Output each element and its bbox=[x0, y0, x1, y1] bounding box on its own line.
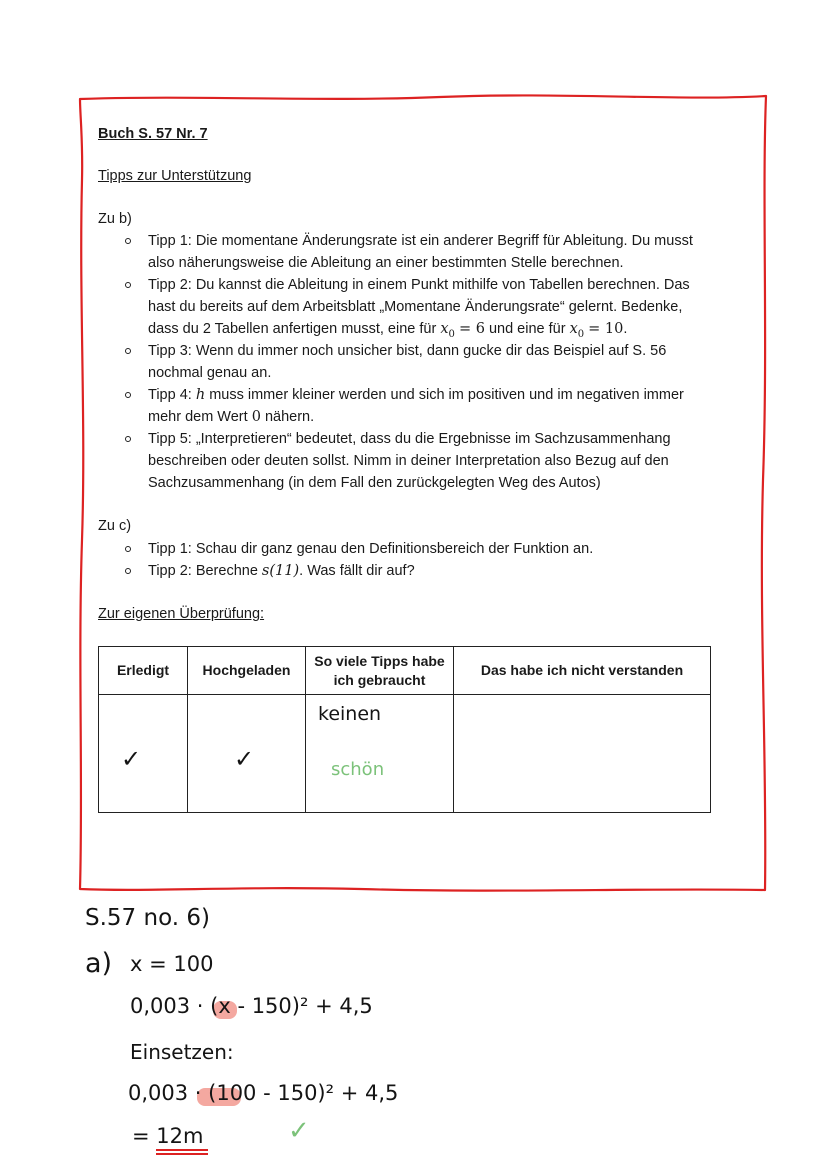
table-header-row bbox=[99, 647, 711, 695]
self-check-label: Zur eigenen Überprüfung: bbox=[98, 606, 265, 622]
tip-c2-line1 bbox=[148, 561, 415, 581]
tip-b5-line2: beschreiben oder deuten sollst. Nimm in deiner Interpretation also Bezug auf den bbox=[148, 453, 669, 469]
tip-b2-line3-mid: und eine für bbox=[484, 321, 570, 337]
tip-b1-line2: also näherungsweise die Ableitung an einer bestimmten Stelle berechnen. bbox=[148, 255, 624, 271]
cell-hochgeladen bbox=[188, 695, 306, 813]
tip-b4-line2-post: nähern. bbox=[260, 409, 315, 425]
handwritten-line-substituted: 0,003 · (100 - 150)² + 4,5 bbox=[128, 1081, 399, 1105]
part-b-label: Zu b) bbox=[98, 211, 132, 227]
cell-erledigt bbox=[99, 695, 188, 813]
result-underline bbox=[156, 1149, 208, 1151]
header-erledigt: Erledigt bbox=[99, 647, 188, 695]
math-s-11: s(11) bbox=[261, 563, 300, 579]
math-var-x: x bbox=[569, 321, 578, 337]
tip-b5-line3: Sachzusammenhang (in dem Fall den zurückgelegten Weg des Autos) bbox=[148, 475, 601, 491]
math-var-x: x bbox=[440, 321, 449, 337]
math-eq-10: = 10 bbox=[588, 321, 624, 337]
bullet-icon bbox=[125, 348, 131, 354]
bullet-icon bbox=[125, 436, 131, 442]
tip-b2-line3: dass du 2 Tabellen anfertigen musst, eine für $x_0 = 6$ und eine für $x_0 = 10$. bbox=[148, 321, 628, 340]
tip-b3-line1: Tipp 3: Wenn du immer noch unsicher bist, dann gucke dir das Beispiel auf S. 56 bbox=[148, 343, 667, 359]
tip-b2-line1: Tipp 2: Du kannst die Ableitung in einem Punkt mithilfe von Tabellen berechnen. Das bbox=[148, 277, 690, 293]
bullet-icon bbox=[125, 238, 131, 244]
result-underline bbox=[156, 1153, 208, 1155]
handwritten-schoen: schön bbox=[331, 759, 385, 780]
math-eq-6: = 6 bbox=[458, 321, 485, 337]
tip-b1-line1: Tipp 1: Die momentane Änderungsrate ist ein anderer Begriff für Ableitung. Du musst bbox=[148, 233, 693, 249]
tip-b5-line1: Tipp 5: „Interpretieren“ bedeutet, dass du die Ergebnisse im Sachzusammenhang bbox=[148, 431, 671, 447]
cell-nicht-verstanden bbox=[454, 695, 711, 813]
header-nicht-verstanden: Das habe ich nicht verstanden bbox=[454, 647, 711, 695]
bullet-icon bbox=[125, 392, 131, 398]
tip-c1-line1: Tipp 1: Schau dir ganz genau den Definitionsbereich der Funktion an. bbox=[148, 541, 594, 557]
tip-c2-pre: Tipp 2: Berechne bbox=[148, 563, 262, 579]
tip-c2-post: . Was fällt dir auf? bbox=[299, 563, 415, 579]
tip-b4-line2-pre: mehr dem Wert bbox=[148, 409, 252, 425]
worksheet-heading: Buch S. 57 Nr. 7 bbox=[98, 126, 208, 142]
self-check-table bbox=[98, 646, 711, 813]
bullet-icon bbox=[125, 568, 131, 574]
tip-b4-line2 bbox=[148, 407, 314, 427]
tip-b2-line2: hast du bereits auf dem Arbeitsblatt „Momentane Änderungsrate“ gelernt. Bedenke, bbox=[148, 299, 683, 315]
tip-b3-line2: nochmal genau an. bbox=[148, 365, 272, 381]
tip-b4-line1 bbox=[148, 385, 684, 405]
math-sub-0: 0 bbox=[448, 328, 455, 340]
math-zero: 0 bbox=[251, 409, 261, 425]
handwritten-title: S.57 no. 6) bbox=[85, 905, 210, 931]
green-checkmark-icon: ✓ bbox=[288, 1116, 310, 1146]
header-hochgeladen: Hochgeladen bbox=[188, 647, 306, 695]
tip-b4-pre: Tipp 4: bbox=[148, 387, 196, 403]
bullet-icon bbox=[125, 282, 131, 288]
handwritten-part-label: a) bbox=[85, 948, 113, 979]
math-sub-0: 0 bbox=[577, 328, 585, 340]
tips-subheading: Tipps zur Unterstützung bbox=[98, 168, 252, 184]
table-row bbox=[99, 695, 711, 813]
handwritten-line-formula: 0,003 · (x - 150)² + 4,5 bbox=[130, 994, 373, 1018]
handwritten-line-einsetzen: Einsetzen: bbox=[130, 1040, 234, 1064]
handwritten-keinen: keinen bbox=[318, 703, 382, 725]
header-tipps: So viele Tipps habe ich gebraucht bbox=[306, 647, 454, 695]
handwritten-line-x: x = 100 bbox=[130, 952, 214, 976]
bullet-icon bbox=[125, 546, 131, 552]
math-var-h: h bbox=[195, 387, 206, 403]
handwritten-result: = 12m bbox=[132, 1124, 204, 1148]
part-c-label: Zu c) bbox=[98, 518, 132, 534]
cell-tipps bbox=[306, 695, 454, 813]
checkmark-icon: ✓ bbox=[234, 745, 255, 773]
tip-b4-post: muss immer kleiner werden und sich im positiven und im negativen immer bbox=[205, 387, 684, 403]
checkmark-icon: ✓ bbox=[121, 745, 142, 773]
tip-b2-line3-pre: dass du 2 Tabellen anfertigen musst, eine für bbox=[148, 321, 441, 337]
